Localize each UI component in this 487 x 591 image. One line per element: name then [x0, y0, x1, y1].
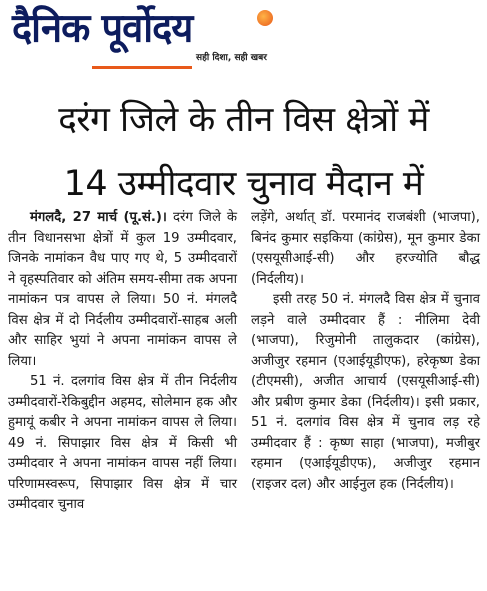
article-column-2: [251, 208, 480, 584]
article-column-1: [8, 208, 237, 584]
dateline: मंगलदै, 27 मार्च (पू.सं.)।: [30, 210, 167, 225]
paragraph: 51 नं. दलगांव विस क्षेत्र में तीन निर्दलीय उम्मीदवारों-रेकिबुद्दीन अहमद, सोलेमान हक और हुमायूं कबीर ने अपना नामांकन वापस ले लिया। 49 नं. सिपाझार विस क्षेत्र में किसी भी उम्मीदवार ने अपना नामांकन वापस नहीं लिया। परिणामस्वरूप, सिपाझार विस क्षेत्र में चार उम्मीदवार चुनाव: [8, 374, 237, 512]
headline: [0, 92, 487, 212]
headline-line-1: दरंग जिले के तीन विस क्षेत्रों में: [58, 100, 429, 140]
paragraph: इसी तरह 50 नं. मंगलदै विस क्षेत्र में चुनाव लड़ने वाले उम्मीदवार हैं : नीलिमा देवी (भाजपा), रिजुमोनी तालुकदार (कांग्रेस), अजीजुर रहमान (एआईयूडीएफ), हरेकृष्ण डेका (टीएमसी), अजीत आचार्य (एसयूसीआई-सी) और प्रबीण कुमार डेका (निर्दलीय)। इसी प्रकार, 51 नं. दलगांव विस क्षेत्र में चुनाव लड़ रहे उम्मीदवार हैं : कृष्ण साहा (भाजपा), मजीबुर रहमान (एआईयूडीएफ), अजीजुर रहमान (राइजर दल) और आईनुल हक (निर्दलीय)।: [251, 292, 480, 492]
article-body: [8, 208, 480, 584]
sun-icon: [257, 10, 273, 26]
paragraph: [8, 208, 237, 372]
masthead: [0, 0, 487, 80]
tagline: सही दिशा, सही खबर: [196, 53, 267, 63]
paragraph-text: दरंग जिले के तीन विधानसभा क्षेत्रों में कुल 19 उम्मीदवार, जिनके नामांकन वैध पाए गए थे, 5 उम्मीदवारों ने वृहस्पतिवार को अंतिम समय-सीमा तक अपना नामांकन पत्र वापस ले लिया। 50 नं. मंगलदै विस क्षेत्र में दो निर्दलीय उम्मीदवारों-साहब अली और साहिर भुयां ने अपना नामांकन वापस ले लिया।: [8, 210, 238, 369]
paragraph: लड़ेंगे, अर्थात् डॉ. परमानंद राजबंशी (भाजपा), बिनंद कुमार सइकिया (कांग्रेस), मून कुमार डेका (एसयूसीआई-सी) और हरज्योति बौद्ध (निर्दलीय)।: [251, 210, 480, 287]
newspaper-logo: दैनिक पूर्वोदय: [12, 4, 193, 52]
logo-underline: [92, 66, 192, 69]
headline-line-2: 14 उम्मीदवार चुनाव मैदान में: [63, 164, 424, 204]
